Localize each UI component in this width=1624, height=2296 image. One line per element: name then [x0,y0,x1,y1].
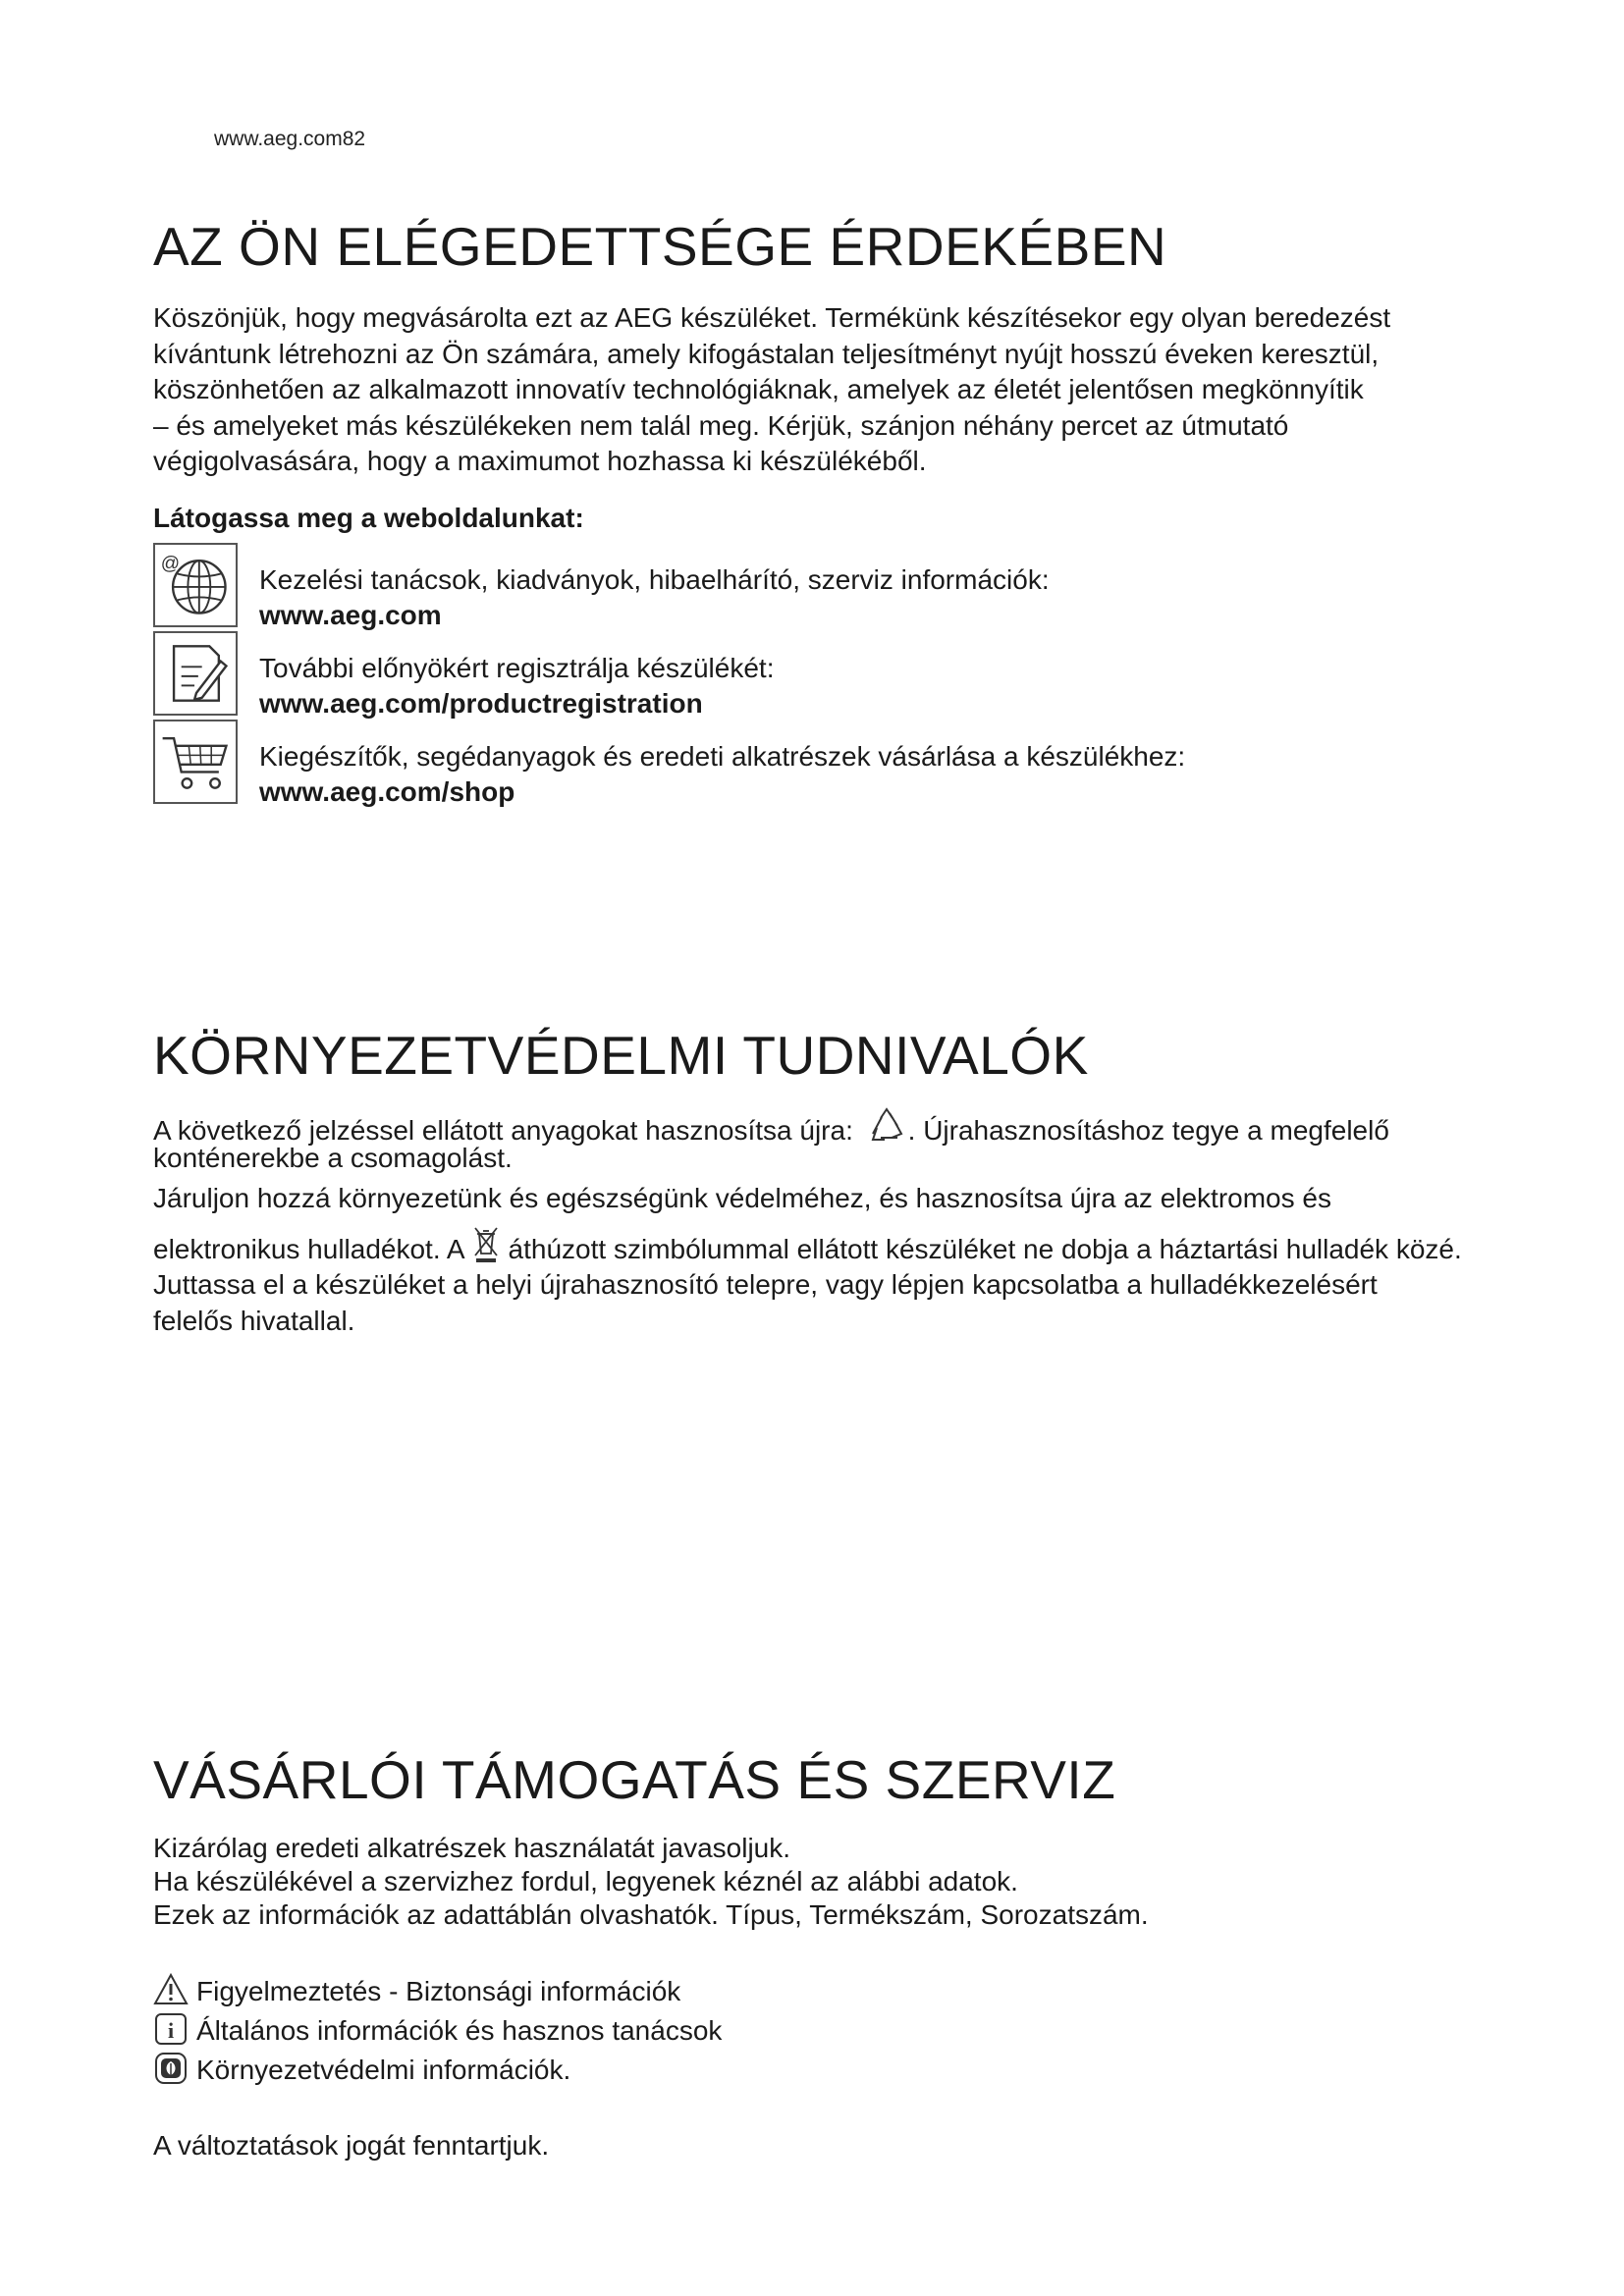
env-line: szimbólummal ellátott készüléket ne dobja a háztartási hulladék közé. [613,1234,1462,1264]
satisfaction-title: AZ ÖN ELÉGEDETTSÉGE ÉRDEKÉBEN [153,216,1167,277]
intro-line: Köszönjük, hogy megvásárolta ezt az AEG készüléket. Termékünk készítésekor egy olyan beredezést [153,302,1391,333]
link-description: További előnyökért regisztrálja készülékét: [259,653,775,683]
globe-icon [153,543,238,627]
satisfaction-section [153,216,1479,277]
support-line: Ha készülékével a szervizhez fordul, legyenek kéznél az alábbi adatok. [153,1866,1018,1896]
link-description: Kezelési tanácsok, kiadványok, hibaelhárító, szerviz információk: [259,564,1050,595]
link-url-shop[interactable]: www.aeg.com/shop [259,776,515,807]
svg-text:@: @ [160,553,181,574]
environment-leaf-icon [153,2051,189,2086]
crossed-bin-icon [471,1224,501,1263]
intro-line: végigolvasására, hogy a maximumot hozhassa ki készülékéből. [153,446,927,476]
link-row-support [153,543,1430,629]
rights-reserved-note: A változtatások jogát fenntartjuk. [153,2130,550,2161]
visit-website-label: Látogassa meg a weboldalunkat: [153,503,584,533]
page-header-url: www.aeg.com82 [214,128,366,150]
env-line: elektronikus hulladékot. A [153,1234,463,1264]
env-line: Juttassa el a készüléket a helyi újrahasznosító telepre, vagy lépjen kapcsolatba a hulladékkezelésért [153,1269,1378,1300]
env-line: . Újrahasznosításhoz tegye a megfelelő [907,1115,1389,1146]
legend-text: Környezetvédelmi információk. [196,2055,571,2085]
env-line: Járuljon hozzá környezetünk és egészségünk védelméhez, és hasznosítsa újra az elektromos és [153,1182,1331,1213]
link-row-shop [153,720,1430,806]
info-icon [153,2011,189,2047]
intro-line: kívántunk létrehozni az Ön számára, amely kifogástalan teljesítményt nyújt hosszú éveken keresztül, [153,338,1380,369]
link-url-registration[interactable]: www.aeg.com/productregistration [259,688,703,719]
svg-text:i: i [167,2018,175,2043]
support-line: Ezek az információk az adattáblán olvashatók. Típus, Termékszám, Sorozatszám. [153,1899,1149,1930]
satisfaction-intro [153,300,1479,480]
support-section [153,1749,1479,1810]
link-url-aeg[interactable]: www.aeg.com [259,600,442,630]
support-title: VÁSÁRLÓI TÁMOGATÁS ÉS SZERVIZ [153,1749,1116,1810]
env-line: A következő jelzéssel ellátott anyagokat hasznosítsa újra: [153,1115,853,1146]
intro-line: – és amelyeket más készülékeken nem talál meg. Kérjük, szánjon néhány percet az útmutató [153,409,1289,441]
env-line: áthúzott [508,1234,607,1264]
environment-text [153,1109,1479,1339]
legend-text: Figyelmeztetés - Biztonsági információk [196,1976,681,2006]
link-row-registration [153,631,1430,718]
link-description: Kiegészítők, segédanyagok és eredeti alkatrészek vásárlása a készülékhez: [259,741,1186,772]
environment-section [153,1025,1479,1086]
warning-triangle-icon [153,1972,189,2007]
environment-title: KÖRNYEZETVÉDELMI TUDNIVALÓK [153,1025,1089,1086]
env-line: felelős hivatallal. [153,1305,355,1336]
support-line: Kizárólag eredeti alkatrészek használatát javasoljuk. [153,1833,791,1863]
intro-line: köszönhetően az alkalmazott innovatív technológiáknak, amelyek az életét jelentősen megkönnyítik [153,374,1364,404]
legend-text: Általános információk és hasznos tanácsok [196,2015,723,2046]
shopping-cart-icon [153,720,238,804]
registration-note-icon [153,631,238,716]
env-line: konténerekbe a csomagolást. [153,1143,513,1173]
support-text [153,1832,1479,1932]
recycle-icon [865,1104,908,1148]
